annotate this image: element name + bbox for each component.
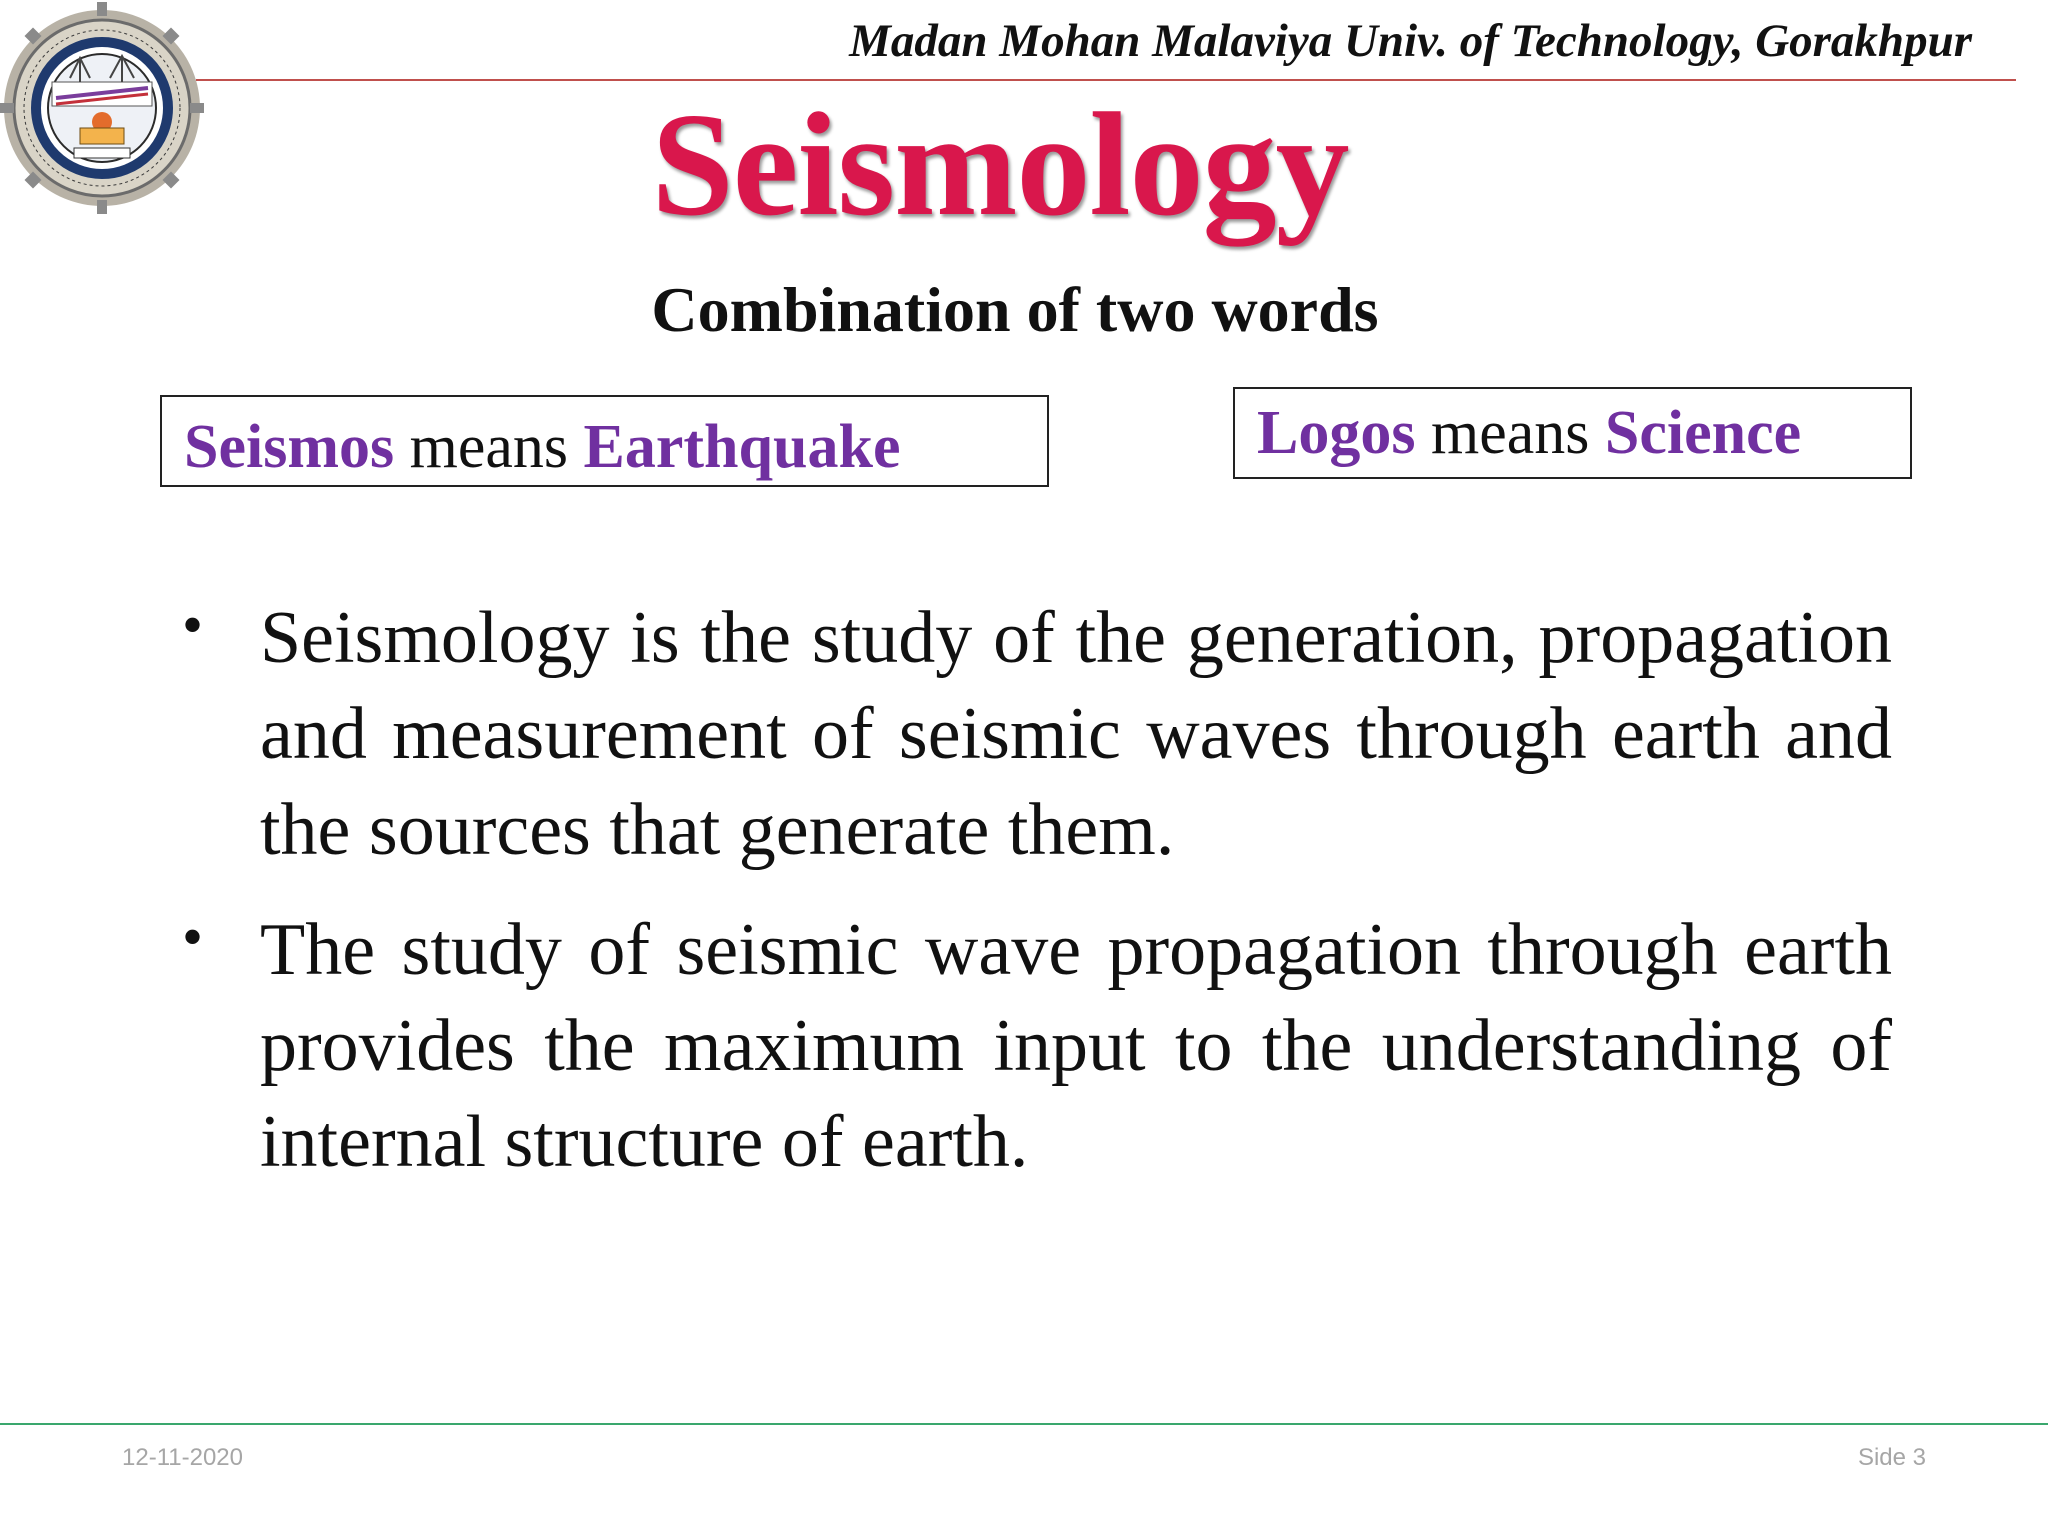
- bullet-list: [170, 590, 1892, 1214]
- university-name: Madan Mohan Malaviya Univ. of Technology, Gorakhpur: [849, 15, 1972, 67]
- logos-definition-box: [1233, 387, 1912, 479]
- slide-number: Side 3: [1857, 1444, 1926, 1471]
- bullet-text: Seismology is the study of the generation, propagation and measurement of seismic waves through earth and the sources that generate them.: [260, 597, 1892, 871]
- term-logos: Logos: [1257, 399, 1416, 467]
- meaning-science: Science: [1604, 399, 1802, 467]
- term-seismos: Seismos: [184, 413, 395, 481]
- meaning-earthquake: Earthquake: [583, 413, 901, 481]
- header-divider: [196, 79, 2016, 81]
- means-connector: means: [394, 413, 584, 481]
- means-connector: means: [1415, 399, 1605, 467]
- footer-divider: [0, 1423, 2048, 1425]
- seismos-definition-box: [160, 395, 1049, 487]
- slide-subtitle: Combination of two words: [651, 274, 1379, 345]
- university-seal-icon: [0, 0, 206, 226]
- footer-date: 12-11-2020: [122, 1444, 243, 1471]
- bullet-icon: •: [182, 904, 204, 970]
- bullet-text: The study of seismic wave propagation through earth provides the maximum input to the understanding of internal structure of earth.: [260, 909, 1892, 1183]
- slide-title: Seismology: [651, 83, 1349, 247]
- list-item: [170, 902, 1892, 1190]
- list-item: [170, 590, 1892, 878]
- bullet-icon: •: [182, 592, 204, 658]
